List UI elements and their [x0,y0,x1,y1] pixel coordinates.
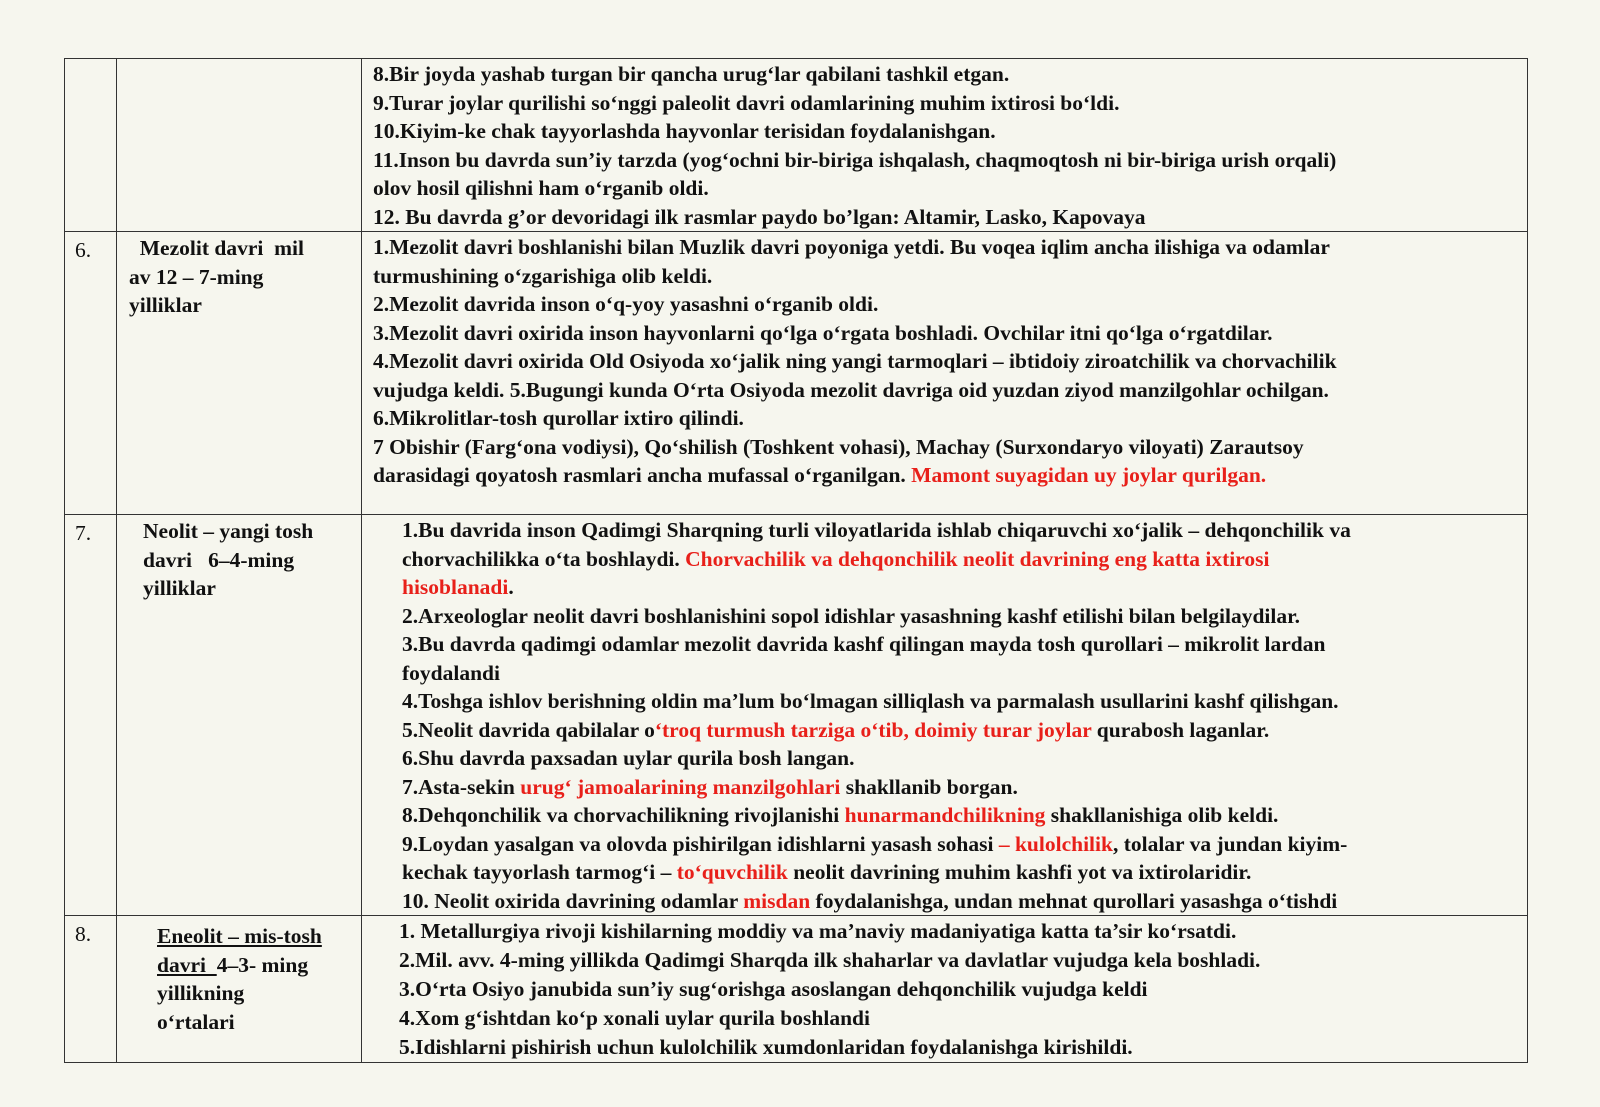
period-line [157,951,353,980]
content-line [402,545,1521,574]
period-line: Mezolit davri mil [129,236,304,260]
period-line [157,922,353,951]
content-line: vujudga keldi. 5.Bugungi kunda O‘rta Osiyoda mezolit davriga oid yuzdan ziyod manzilgohlar ochilgan. [373,377,1329,402]
row-number-cell: 7. [65,515,117,916]
highlighted-text: ‘troq turmush tarziga o‘tib, doimiy turar joylar [654,717,1092,742]
content-line: turmushining o‘zgarishiga olib keldi. [373,263,713,288]
content-text: 8.Dehqonchilik va chorvachilikning rivojlanishi [402,803,845,827]
period-cell [117,232,362,515]
period-name: Eneolit – mis-tosh [157,924,322,948]
content-line: foydalandi [402,660,500,685]
highlighted-text: hisoblanadi [402,575,509,599]
period-cell [117,59,362,232]
content-line: 6.Shu davrda paxsadan uylar qurila bosh langan. [402,746,855,770]
content-text: foydalanishga, undan mehnat qurollari yasashga o‘tishdi [810,888,1338,913]
content-line: olov hosil qilishni ham o‘rganib oldi. [373,176,709,200]
content-line: 11.Inson bu davrda sun’iy tarzda (yog‘ochni bir-biriga ishqalash, chaqmoqtosh ni bir-biriga urish orqali) [373,147,1337,172]
content-line [402,887,1521,916]
row-number-cell [65,59,117,232]
highlighted-text: hunarmandchilikning [844,803,1046,827]
content-line: 9.Turar joylar qurilishi so‘nggi paleolit davri odamlarining muhim ixtirosi bo‘ldi. [373,90,1120,115]
content-text: 9.Loydan yasalgan va olovda pishirilgan idishlarni yasash sohasi [402,831,999,856]
period-line: yillikning [157,981,245,1005]
period-dates: 4–3- ming [216,952,309,977]
content-line: 3.O‘rta Osiyo janubida sun’iy sug‘orishga asoslangan dehqonchilik vujudga keldi [399,977,1148,1001]
content-text: shakllanishiga olib keldi. [1045,803,1279,827]
content-cell [362,59,1528,232]
content-cell [362,232,1528,515]
content-line: 2.Mil. avv. 4-ming yillikda Qadimgi Sharqda ilk shaharlar va davlatlar vujudga kela boshladi. [399,948,1261,972]
content-cell [362,916,1528,1063]
content-line: 1.Bu davrida inson Qadimgi Sharqning turli viloyatlarida ishlab chiqaruvchi xo‘jalik – dehqonchilik va [402,518,1351,542]
content-line [402,773,1521,802]
content-line: 1.Mezolit davri boshlanishi bilan Muzlik davri poyoniga yetdi. Bu voqea iqlim ancha ilishiga va odamlar [373,235,1330,259]
content-line: 12. Bu davrda g’or devoridagi ilk rasmlar paydo bo’lgan: Altamir, Lasko, Kapovaya [373,204,1146,229]
period-line: yilliklar [143,576,216,600]
content-text: darasidagi qoyatosh rasmlari ancha mufassal o‘rganilgan. [373,463,912,487]
content-text: shakllanib borgan. [840,774,1018,799]
period-cell [117,916,362,1063]
content-cell [362,515,1528,916]
highlighted-text: Chorvachilik va dehqonchilik neolit davrining eng katta ixtirosi [685,546,1270,571]
content-text: qurabosh laganlar. [1091,717,1270,742]
content-line: 3.Bu davrda qadimgi odamlar mezolit davrida kashf qilingan mayda tosh qurollari – mikrolit lardan [402,632,1326,656]
content-line: 4.Toshga ishlov berishning oldin ma’lum bo‘lmagan silliqlash va parmalash usullarini kashf qilishgan. [402,689,1339,713]
highlighted-text: urug‘ jamoalarining manzilgohlari [520,774,841,799]
table-row [65,916,1528,1063]
history-periods-table [64,58,1528,1063]
content-line: 4.Mezolit davri oxirida Old Osiyoda xo‘jalik ning yangi tarmoqlari – ibtidoiy ziroatchilik va chorvachilik [373,349,1337,373]
content-text: 7.Asta-sekin [402,774,521,799]
period-line: av 12 – 7-ming [129,264,264,289]
content-line [402,801,1521,830]
highlighted-text: misdan [743,888,811,913]
content-line: 4.Xom g‘ishtdan ko‘p xonali uylar qurila boshlandi [399,1006,870,1030]
document-page [64,58,1527,1063]
table-row [65,232,1528,515]
content-line [402,573,1521,602]
content-line: 5.Idishlarni pishirish uchun kulolchilik xumdonlaridan foydalanishga kirishildi. [399,1035,1133,1059]
period-line: Neolit – yangi tosh [143,519,314,543]
content-line: 2.Mezolit davrida inson o‘q-yoy yasashni o‘rganib oldi. [373,292,879,316]
content-line: 7 Obishir (Farg‘ona vodiysi), Qo‘shilish (Toshkent vohasi), Machay (Surxondaryo viloyati) Zarautsoy [373,434,1304,459]
content-text: , tolalar va jundan kiyim- [1112,831,1348,856]
content-text: 10. Neolit oxirida davrining odamlar [402,888,744,913]
table-row [65,515,1528,916]
period-name: davri [157,952,217,977]
content-line: 3.Mezolit davri oxirida inson hayvonlarni qo‘lga o‘rgata boshladi. Ovchilar itni qo‘lga o‘rgatdilar. [373,320,1273,345]
period-line: davri 6–4-ming [143,547,295,572]
content-text: kechak tayyorlash tarmog‘i – [402,860,677,884]
row-number-cell: 6. [65,232,117,515]
content-line: 1. Metallurgiya rivoji kishilarning moddiy va ma’naviy madaniyatiga katta ta’sir ko‘rsatdi. [399,919,1237,943]
content-text: neolit davrining muhim kashfi yot va ixtirolaridir. [787,860,1252,884]
highlighted-text: – kulolchilik [998,831,1113,856]
content-line [402,716,1521,745]
period-cell [117,515,362,916]
highlighted-text: to‘quvchilik [676,860,788,884]
content-line: 8.Bir joyda yashab turgan bir qancha urug‘lar qabilani tashkil etgan. [373,62,1010,86]
content-line [402,858,1521,887]
highlighted-text: Mamont suyagidan uy joylar qurilgan. [911,463,1267,487]
period-line: yilliklar [129,293,202,317]
content-line [373,461,1521,490]
period-line: o‘rtalari [157,1009,235,1034]
row-number-cell: 8. [65,916,117,1063]
content-text: chorvachilikka o‘ta boshlaydi. [402,546,686,571]
content-text: . [508,575,514,599]
content-line: 2.Arxeologlar neolit davri boshlanishini sopol idishlar yasashning kashf etilishi bilan belgilaydilar. [402,603,1301,628]
content-line: 10.Kiyim-ke chak tayyorlashda hayvonlar terisidan foydalanishgan. [373,119,996,143]
content-line: 6.Mikrolitlar-tosh qurollar ixtiro qilindi. [373,406,744,430]
table-row [65,59,1528,232]
content-text: 5.Neolit davrida qabilalar o [402,717,655,742]
content-line [402,830,1521,859]
